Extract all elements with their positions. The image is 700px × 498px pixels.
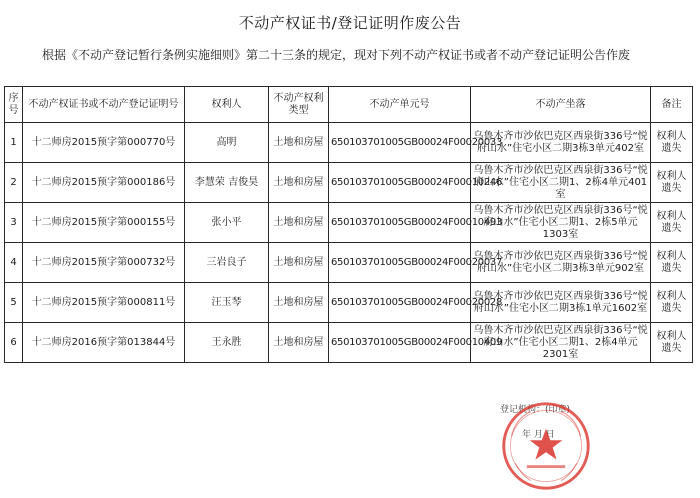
table-row: [5, 323, 693, 363]
cell-location: 乌鲁木齐市沙依巴克区西泉街336号“悦府山水”住宅小区二期3栋3单元402室: [471, 123, 651, 163]
cell-rights-type: 土地和房屋: [269, 323, 329, 363]
header-seq: 序号: [5, 87, 23, 123]
cell-note: 权利人遗失: [651, 203, 693, 243]
cell-location: 乌鲁木齐市沙依巴克区西泉街336号“悦府山水”住宅小区二期3栋1单元1602室: [471, 283, 651, 323]
header-rights-type: 不动产权利类型: [269, 87, 329, 123]
cell-rights-type: 土地和房屋: [269, 243, 329, 283]
cell-location: 乌鲁木齐市沙依巴克区西泉街336号“悦府山水”住宅小区二期1、2栋5单元1303室: [471, 203, 651, 243]
header-location: 不动产坐落: [471, 87, 651, 123]
header-holder: 权利人: [185, 87, 269, 123]
notice-table: [4, 86, 693, 363]
cell-unit-no: 650103701005GB00024F00020033: [329, 123, 471, 163]
footer-date: 年 月 日: [522, 430, 555, 440]
header-unit-no: 不动产单元号: [329, 87, 471, 123]
cell-holder: 汪玉琴: [185, 283, 269, 323]
cell-rights-type: 土地和房屋: [269, 163, 329, 203]
table-row: [5, 203, 693, 243]
cell-seq: 3: [5, 203, 23, 243]
cell-rights-type: 土地和房屋: [269, 123, 329, 163]
cell-location: 乌鲁木齐市沙依巴克区西泉街336号“悦府山水”住宅小区二期1、2栋4单元401室: [471, 163, 651, 203]
cell-note: 权利人遗失: [651, 163, 693, 203]
table-row: [5, 123, 693, 163]
cell-location: 乌鲁木齐市沙依巴克区西泉街336号“悦府山水”住宅小区二期3栋3单元902室: [471, 243, 651, 283]
cell-unit-no: 650103701005GB00024F00020028: [329, 283, 471, 323]
cell-unit-no: 650103701005GB00024F00010493: [329, 203, 471, 243]
cell-unit-no: 650103701005GB00024F00010409: [329, 323, 471, 363]
cell-cert-no: 十二师房2015预字第000155号: [23, 203, 185, 243]
notice-title: 不动产权证书/登记证明作废公告: [238, 14, 462, 32]
cell-rights-type: 土地和房屋: [269, 283, 329, 323]
cell-seq: 4: [5, 243, 23, 283]
cell-holder: 李慧荣 吉俊昊: [185, 163, 269, 203]
cell-note: 权利人遗失: [651, 283, 693, 323]
cell-rights-type: 土地和房屋: [269, 203, 329, 243]
cell-location: 乌鲁木齐市沙依巴克区西泉街336号“悦府山水”住宅小区二期1、2栋4单元2301室: [471, 323, 651, 363]
table-row: [5, 163, 693, 203]
table-row: [5, 243, 693, 283]
cell-note: 权利人遗失: [651, 323, 693, 363]
cell-seq: 6: [5, 323, 23, 363]
table-row: [5, 283, 693, 323]
notice-subtitle: 根据《不动产登记暂行条例实施细则》第二十三条的规定，现对下列不动产权证书或者不动产登记证明公告作废: [42, 48, 631, 62]
footer-issuer: 登记机构：(印章): [500, 405, 571, 415]
table-header-row: [5, 87, 693, 123]
cell-seq: 2: [5, 163, 23, 203]
cell-cert-no: 十二师房2016预字第013844号: [23, 323, 185, 363]
cell-holder: 高明: [185, 123, 269, 163]
cell-holder: 三岩良子: [185, 243, 269, 283]
cell-seq: 1: [5, 123, 23, 163]
cell-unit-no: 650103701005GB00024F00010246: [329, 163, 471, 203]
cell-seq: 5: [5, 283, 23, 323]
cell-holder: 王永胜: [185, 323, 269, 363]
cell-note: 权利人遗失: [651, 123, 693, 163]
cell-holder: 张小平: [185, 203, 269, 243]
cell-cert-no: 十二师房2015预字第000186号: [23, 163, 185, 203]
header-cert-no: 不动产权证书或不动产登记证明号: [23, 87, 185, 123]
official-seal-icon: [498, 398, 594, 494]
header-note: 备注: [651, 87, 693, 123]
cell-cert-no: 十二师房2015预字第000732号: [23, 243, 185, 283]
cell-cert-no: 十二师房2015预字第000811号: [23, 283, 185, 323]
cell-unit-no: 650103701005GB00024F00020037: [329, 243, 471, 283]
cell-cert-no: 十二师房2015预字第000770号: [23, 123, 185, 163]
cell-note: 权利人遗失: [651, 243, 693, 283]
